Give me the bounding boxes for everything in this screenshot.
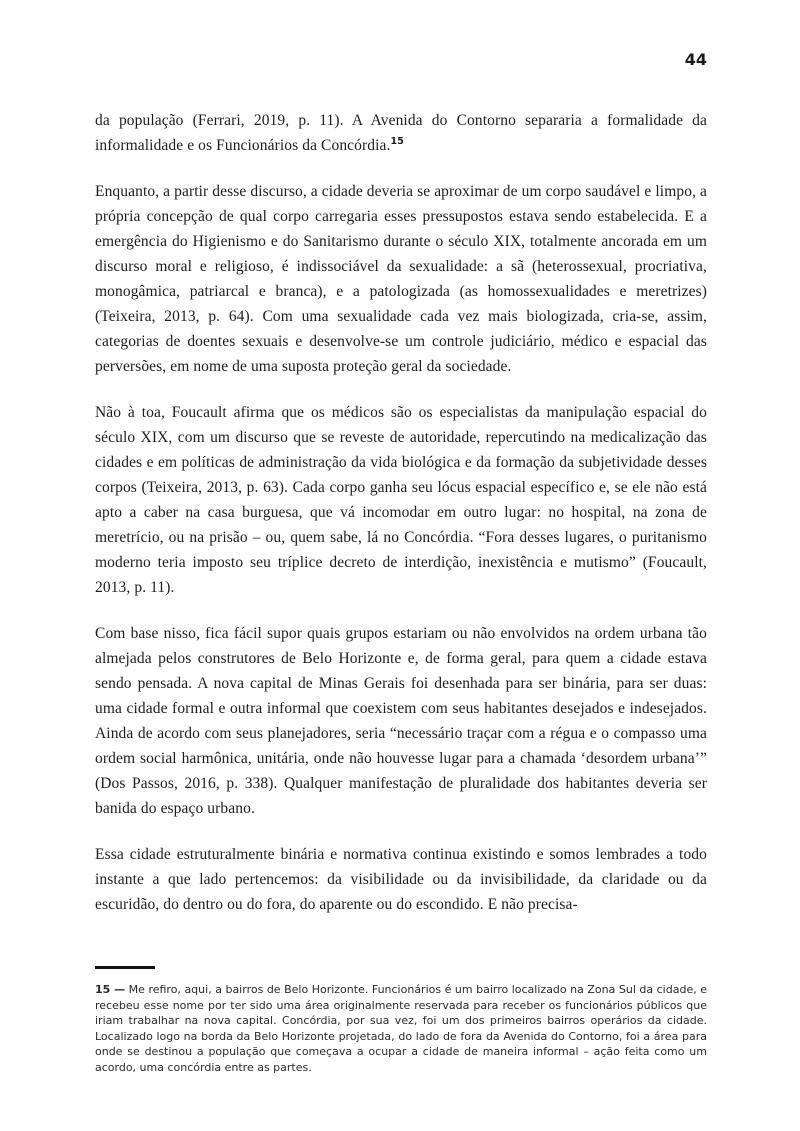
paragraph: Com base nisso, fica fácil supor quais grupos estariam ou não envolvidos na ordem urbana tão almejada pelos construtores de Belo Horizonte e, de forma geral, para quem a cidade estava sendo pensada. A nova capital de Minas Gerais foi desenhada para ser binária, para ser duas: uma cidade formal e outra informal que coexistem com seus habitantes desejados e indesejados. Ainda de acordo com seus planejadores, seria “necessário traçar com a régua e o compasso uma ordem social harmônica, unitária, onde não houvesse lugar para a chamada ‘desordem urbana’” (Dos Passos, 2016, p. 338). Qualquer manifestação de pluralidade dos habitantes deveria ser banida do espaço urbano. — [95, 625, 707, 817]
footnote-reference: 15 — [390, 135, 404, 147]
paragraph: Enquanto, a partir desse discurso, a cidade deveria se aproximar de um corpo saudável e limpo, a própria concepção de qual corpo carregaria esses pressupostos estava sendo estabelecida. E a emergência do Higienismo e do Sanitarismo durante o século XIX, totalmente ancorada em um discurso moral e religioso, é indissociável da sexualidade: a sã (heterossexual, procriativa, monogâmica, patriarcal e branca), e a patologizada (as homossexualidades e meretrizes) (Teixeira, 2013, p. 64). Com uma sexualidade cada vez mais biologizada, cria-se, assim, categorias de doentes sexuais e desenvolve-se um controle judiciário, médico e espacial das perversões, em nome de uma suposta proteção geral da sociedade. — [95, 183, 707, 375]
footnote-separator — [95, 966, 155, 969]
paragraph — [95, 108, 707, 158]
page-number: 44 — [684, 50, 707, 69]
paragraph: Essa cidade estruturalmente binária e normativa continua existindo e somos lembrades a todo instante a que lado pertencemos: da visibilidade ou da invisibilidade, da claridade ou da escuridão, do dentro ou do fora, do aparente ou do escondido. E não precisa- — [95, 846, 707, 913]
paragraph-text: da população (Ferrari, 2019, p. 11). A Avenida do Contorno separaria a formalidade da informalidade e os Funcionários da Concórdia. — [95, 112, 707, 154]
body-text — [95, 108, 707, 917]
paragraph: Não à toa, Foucault afirma que os médicos são os especialistas da manipulação espacial do século XIX, com um discurso que se reveste de autoridade, repercutindo na medicalização das cidades e em políticas de administração da vida biológica e da formação da subjetividade desses corpos (Teixeira, 2013, p. 63). Cada corpo ganha seu lócus espacial específico e, se ele não está apto a caber na casa burguesa, que vá incomodar em outro lugar: no hospital, na zona de meretrício, ou na prisão – ou, quem sabe, lá no Concórdia. “Fora desses lugares, o puritanismo moderno teria imposto seu tríplice decreto de interdição, inexistência e mutismo” (Foucault, 2013, p. 11). — [95, 404, 707, 596]
footnote-marker: 15 — — [95, 983, 126, 996]
footnote-text: Me refiro, aqui, a bairros de Belo Horizonte. Funcionários é um bairro localizado na Zona Sul da cidade, e recebeu esse nome por ter sido uma área originalmente reservada para receber os funcionários públicos que iriam trabalhar na nova capital. Concórdia, por sua vez, foi um dos primeiros bairros operários da cidade. Localizado logo na borda da Belo Horizonte projetada, do lado de fora da Avenida do Contorno, foi a área para onde se destinou a população que começava a ocupar a cidade de maneira informal – ação feita como um acordo, uma concórdia entre as partes. — [95, 983, 707, 1074]
footnote-area — [95, 966, 707, 1075]
footnote — [95, 982, 707, 1075]
